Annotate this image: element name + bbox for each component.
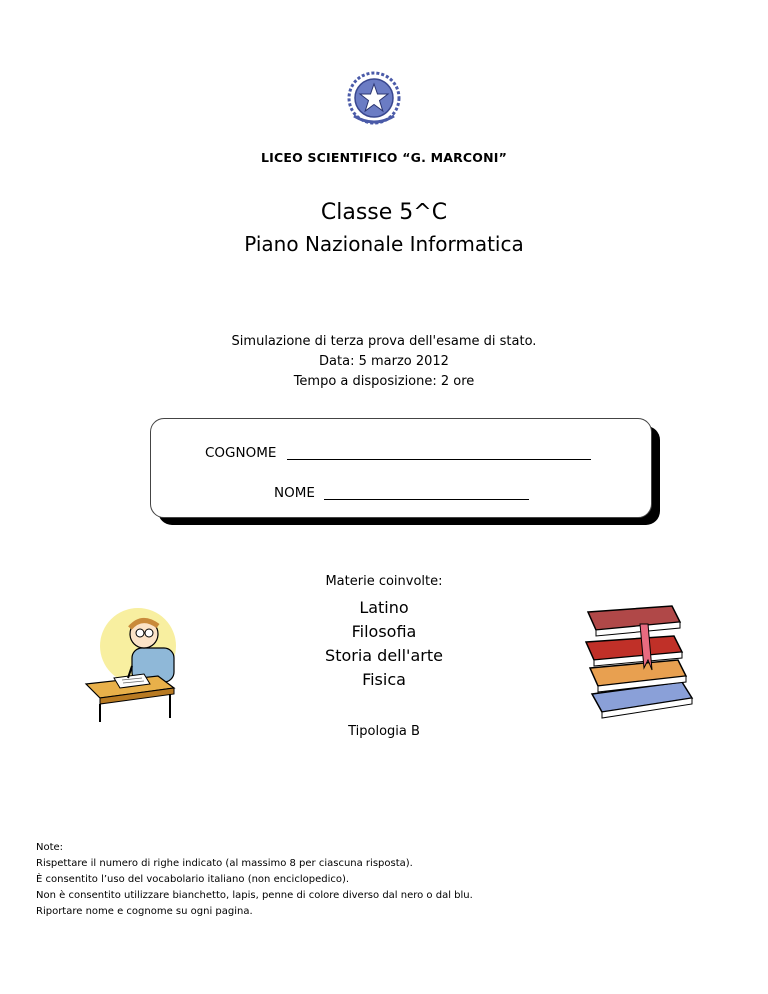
subject-item: Filosofia [351, 622, 417, 641]
exam-date: Data: 5 marzo 2012 [319, 354, 449, 369]
exam-type: Tipologia B [348, 724, 420, 739]
note-line: Rispettare il numero di righe indicato (al massimo 8 per ciascuna risposta). [36, 858, 413, 869]
program-title: Piano Nazionale Informatica [244, 232, 524, 256]
book-stack-icon [582, 598, 702, 720]
note-line: È consentito l’uso del vocabolario italiano (non enciclopedico). [36, 874, 350, 885]
class-title: Classe 5^C [320, 200, 448, 225]
subject-item: Fisica [362, 670, 406, 689]
exam-description: Simulazione di terza prova dell'esame di stato. [231, 334, 537, 349]
notes-title: Note: [36, 842, 64, 853]
name-field-line[interactable] [324, 499, 529, 500]
subject-item: Storia dell'arte [325, 646, 443, 665]
surname-label: COGNOME [205, 445, 277, 461]
republic-emblem-icon [346, 70, 402, 126]
school-name: LICEO SCIENTIFICO “G. MARCONI” [260, 150, 508, 165]
name-label: NOME [274, 485, 315, 501]
name-box [150, 418, 652, 518]
subject-item: Latino [359, 598, 409, 617]
student-writing-icon [80, 606, 184, 724]
notes-block [36, 840, 473, 920]
note-line: Non è consentito utilizzare bianchetto, lapis, penne di colore diverso dal nero o dal blu. [36, 890, 473, 901]
note-line: Riportare nome e cognome su ogni pagina. [36, 906, 253, 917]
exam-duration: Tempo a disposizione: 2 ore [293, 374, 475, 389]
subjects-label: Materie coinvolte: [325, 574, 443, 589]
surname-field-line[interactable] [287, 459, 591, 460]
